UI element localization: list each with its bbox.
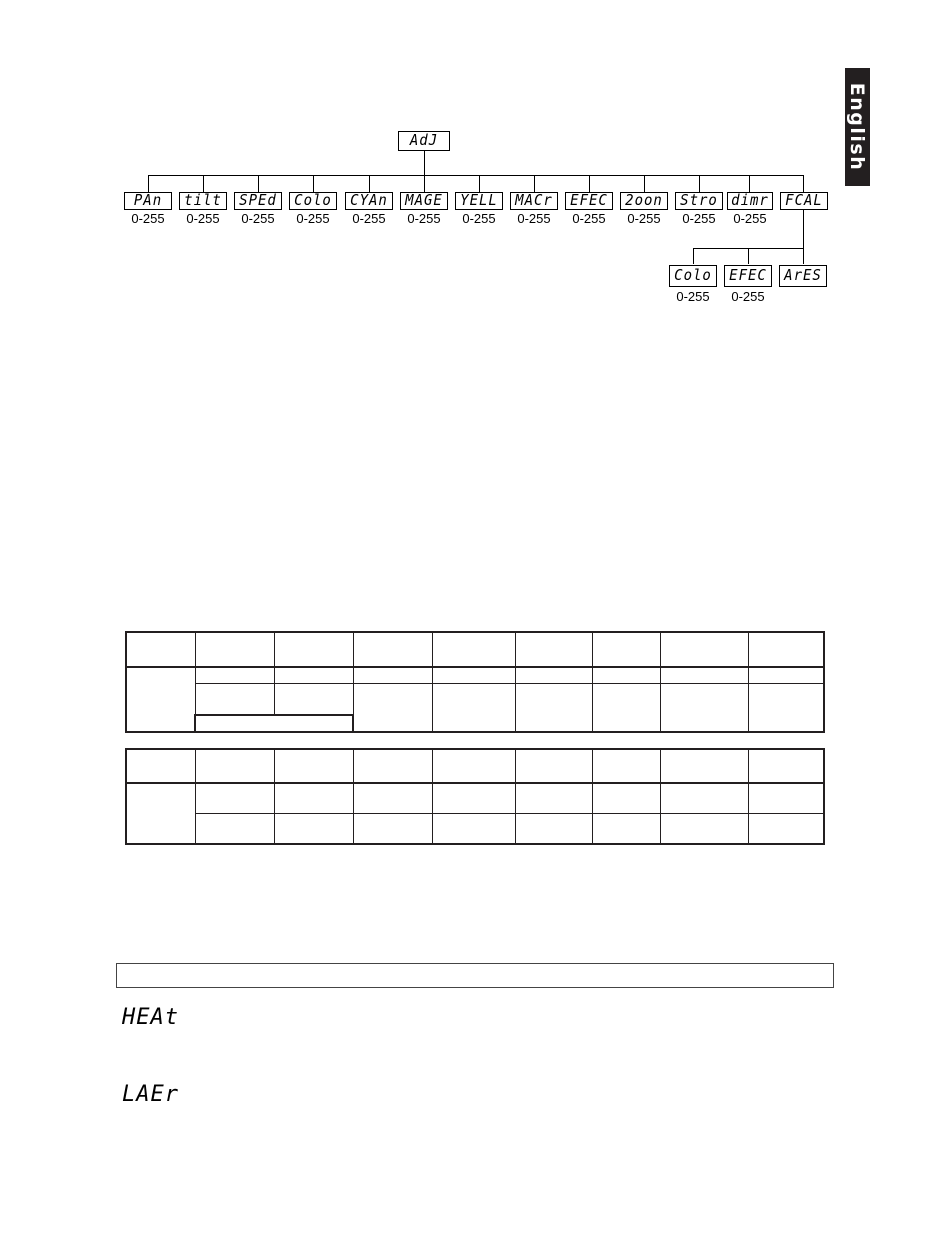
table-cell xyxy=(353,813,432,844)
menu-item-label: FCAL xyxy=(785,192,823,210)
table-cell xyxy=(195,783,274,813)
table-cell xyxy=(660,783,748,813)
table-cell xyxy=(195,749,274,783)
menu-item-range: 0-255 xyxy=(627,211,661,226)
table-cell xyxy=(432,783,515,813)
table-cell xyxy=(274,783,353,813)
table-cell xyxy=(748,749,824,783)
table-cell xyxy=(592,632,660,667)
menu-item-label: MACr xyxy=(515,192,553,210)
menu-item-label: CYAn xyxy=(350,192,388,210)
table-row xyxy=(126,667,824,683)
table-cell xyxy=(274,632,353,667)
tree-drop xyxy=(589,175,590,192)
menu-item-label: 2oon xyxy=(625,192,663,210)
display-message-heat: HEAt xyxy=(122,1005,179,1030)
tree-fcal-drop-3 xyxy=(803,248,804,264)
tree-drop xyxy=(369,175,370,192)
table-cell xyxy=(660,813,748,844)
table-cell xyxy=(274,749,353,783)
menu-item-range: 0-255 xyxy=(186,211,220,226)
submenu-item-label: ArES xyxy=(784,267,822,285)
table-cell xyxy=(353,749,432,783)
table-cell xyxy=(748,783,824,813)
table-cell xyxy=(126,783,195,844)
table-cell xyxy=(660,632,748,667)
menu-item-macr[interactable] xyxy=(510,192,558,210)
table-cell xyxy=(353,683,432,732)
table-cell xyxy=(126,749,195,783)
menu-item-label: Colo xyxy=(294,192,332,210)
tree-drop xyxy=(749,175,750,192)
tree-drop xyxy=(203,175,204,192)
menu-item-mage[interactable] xyxy=(400,192,448,210)
menu-item-label: YELL xyxy=(460,192,498,210)
menu-item-pan[interactable] xyxy=(124,192,172,210)
tree-drop xyxy=(313,175,314,192)
table-cell xyxy=(660,667,748,683)
menu-item-efec[interactable] xyxy=(565,192,613,210)
submenu-item-range: 0-255 xyxy=(731,289,765,304)
table-cell xyxy=(748,813,824,844)
table-cell xyxy=(195,715,353,732)
table-cell xyxy=(515,667,592,683)
menu-item-label: EFEC xyxy=(570,192,608,210)
tree-fcal-stem xyxy=(803,210,804,248)
table-cell xyxy=(353,667,432,683)
menu-item-range: 0-255 xyxy=(352,211,386,226)
table-cell xyxy=(515,749,592,783)
submenu-item-range: 0-255 xyxy=(676,289,710,304)
menu-root-adj[interactable] xyxy=(398,131,450,151)
table-cell xyxy=(353,783,432,813)
menu-item-label: PAn xyxy=(133,192,163,210)
submenu-item-label: EFEC xyxy=(729,267,767,285)
table-cell xyxy=(515,783,592,813)
table-cell xyxy=(353,632,432,667)
tree-drop xyxy=(479,175,480,192)
table-cell xyxy=(592,667,660,683)
menu-item-range: 0-255 xyxy=(733,211,767,226)
table-row xyxy=(126,813,824,844)
menu-item-stro[interactable] xyxy=(675,192,723,210)
table-cell xyxy=(195,667,274,683)
tree-root-stem xyxy=(424,150,425,175)
tree-drop xyxy=(258,175,259,192)
table-cell xyxy=(660,683,748,732)
tree-drop xyxy=(148,175,149,192)
table-cell xyxy=(432,683,515,732)
menu-item-range: 0-255 xyxy=(462,211,496,226)
tree-drop xyxy=(534,175,535,192)
table-cell xyxy=(126,667,195,732)
menu-root-label: AdJ xyxy=(409,132,439,150)
table-cell xyxy=(515,813,592,844)
menu-item-range: 0-255 xyxy=(241,211,275,226)
table-cell xyxy=(274,667,353,683)
table-cell xyxy=(592,749,660,783)
table-cell xyxy=(432,749,515,783)
menu-item-sped[interactable] xyxy=(234,192,282,210)
table-cell xyxy=(195,813,274,844)
language-tab xyxy=(845,68,870,186)
menu-item-range: 0-255 xyxy=(131,211,165,226)
section-heading-bar xyxy=(116,963,834,988)
menu-item-label: SPEd xyxy=(239,192,277,210)
submenu-item-colo[interactable] xyxy=(669,265,717,287)
menu-item-zoom[interactable] xyxy=(620,192,668,210)
table-cell xyxy=(126,632,195,667)
language-tab-label: English xyxy=(846,82,869,172)
menu-item-colo[interactable] xyxy=(289,192,337,210)
table-cell xyxy=(274,683,353,715)
menu-item-tilt[interactable] xyxy=(179,192,227,210)
submenu-item-efec[interactable] xyxy=(724,265,772,287)
table-cell xyxy=(432,813,515,844)
table-cell xyxy=(515,632,592,667)
tree-drop xyxy=(424,175,425,192)
submenu-item-ares[interactable] xyxy=(779,265,827,287)
menu-item-range: 0-255 xyxy=(572,211,606,226)
table-header-row xyxy=(126,632,824,667)
tree-fcal-drop-2 xyxy=(748,248,749,264)
menu-item-dimr[interactable] xyxy=(727,192,773,210)
table-cell xyxy=(274,813,353,844)
menu-item-range: 0-255 xyxy=(296,211,330,226)
table-cell xyxy=(195,683,274,715)
tree-fcal-drop-1 xyxy=(693,248,694,264)
table-cell xyxy=(748,632,824,667)
menu-item-fcal[interactable] xyxy=(780,192,828,210)
table-header-row xyxy=(126,749,824,783)
menu-item-label: Stro xyxy=(680,192,718,210)
menu-item-label: MAGE xyxy=(405,192,443,210)
table-1 xyxy=(125,631,825,733)
table-row xyxy=(126,783,824,813)
table-cell xyxy=(432,632,515,667)
display-message-laer: LAEr xyxy=(122,1082,179,1107)
tree-drop xyxy=(803,175,804,192)
menu-item-label: dimr xyxy=(731,192,769,210)
table-cell xyxy=(432,667,515,683)
submenu-item-label: Colo xyxy=(674,267,712,285)
tree-drop xyxy=(699,175,700,192)
table-cell xyxy=(592,813,660,844)
table-cell xyxy=(592,783,660,813)
table-cell xyxy=(748,667,824,683)
tree-main-bus xyxy=(148,175,804,176)
menu-item-yell[interactable] xyxy=(455,192,503,210)
table-2 xyxy=(125,748,825,845)
table-cell xyxy=(660,749,748,783)
menu-item-range: 0-255 xyxy=(517,211,551,226)
menu-item-range: 0-255 xyxy=(407,211,441,226)
table-cell xyxy=(592,683,660,732)
menu-item-range: 0-255 xyxy=(682,211,716,226)
table-row xyxy=(126,683,824,715)
tree-drop xyxy=(644,175,645,192)
menu-item-label: tilt xyxy=(184,192,222,210)
table-cell xyxy=(515,683,592,732)
table-cell xyxy=(748,683,824,732)
menu-item-cyan[interactable] xyxy=(345,192,393,210)
table-cell xyxy=(195,632,274,667)
